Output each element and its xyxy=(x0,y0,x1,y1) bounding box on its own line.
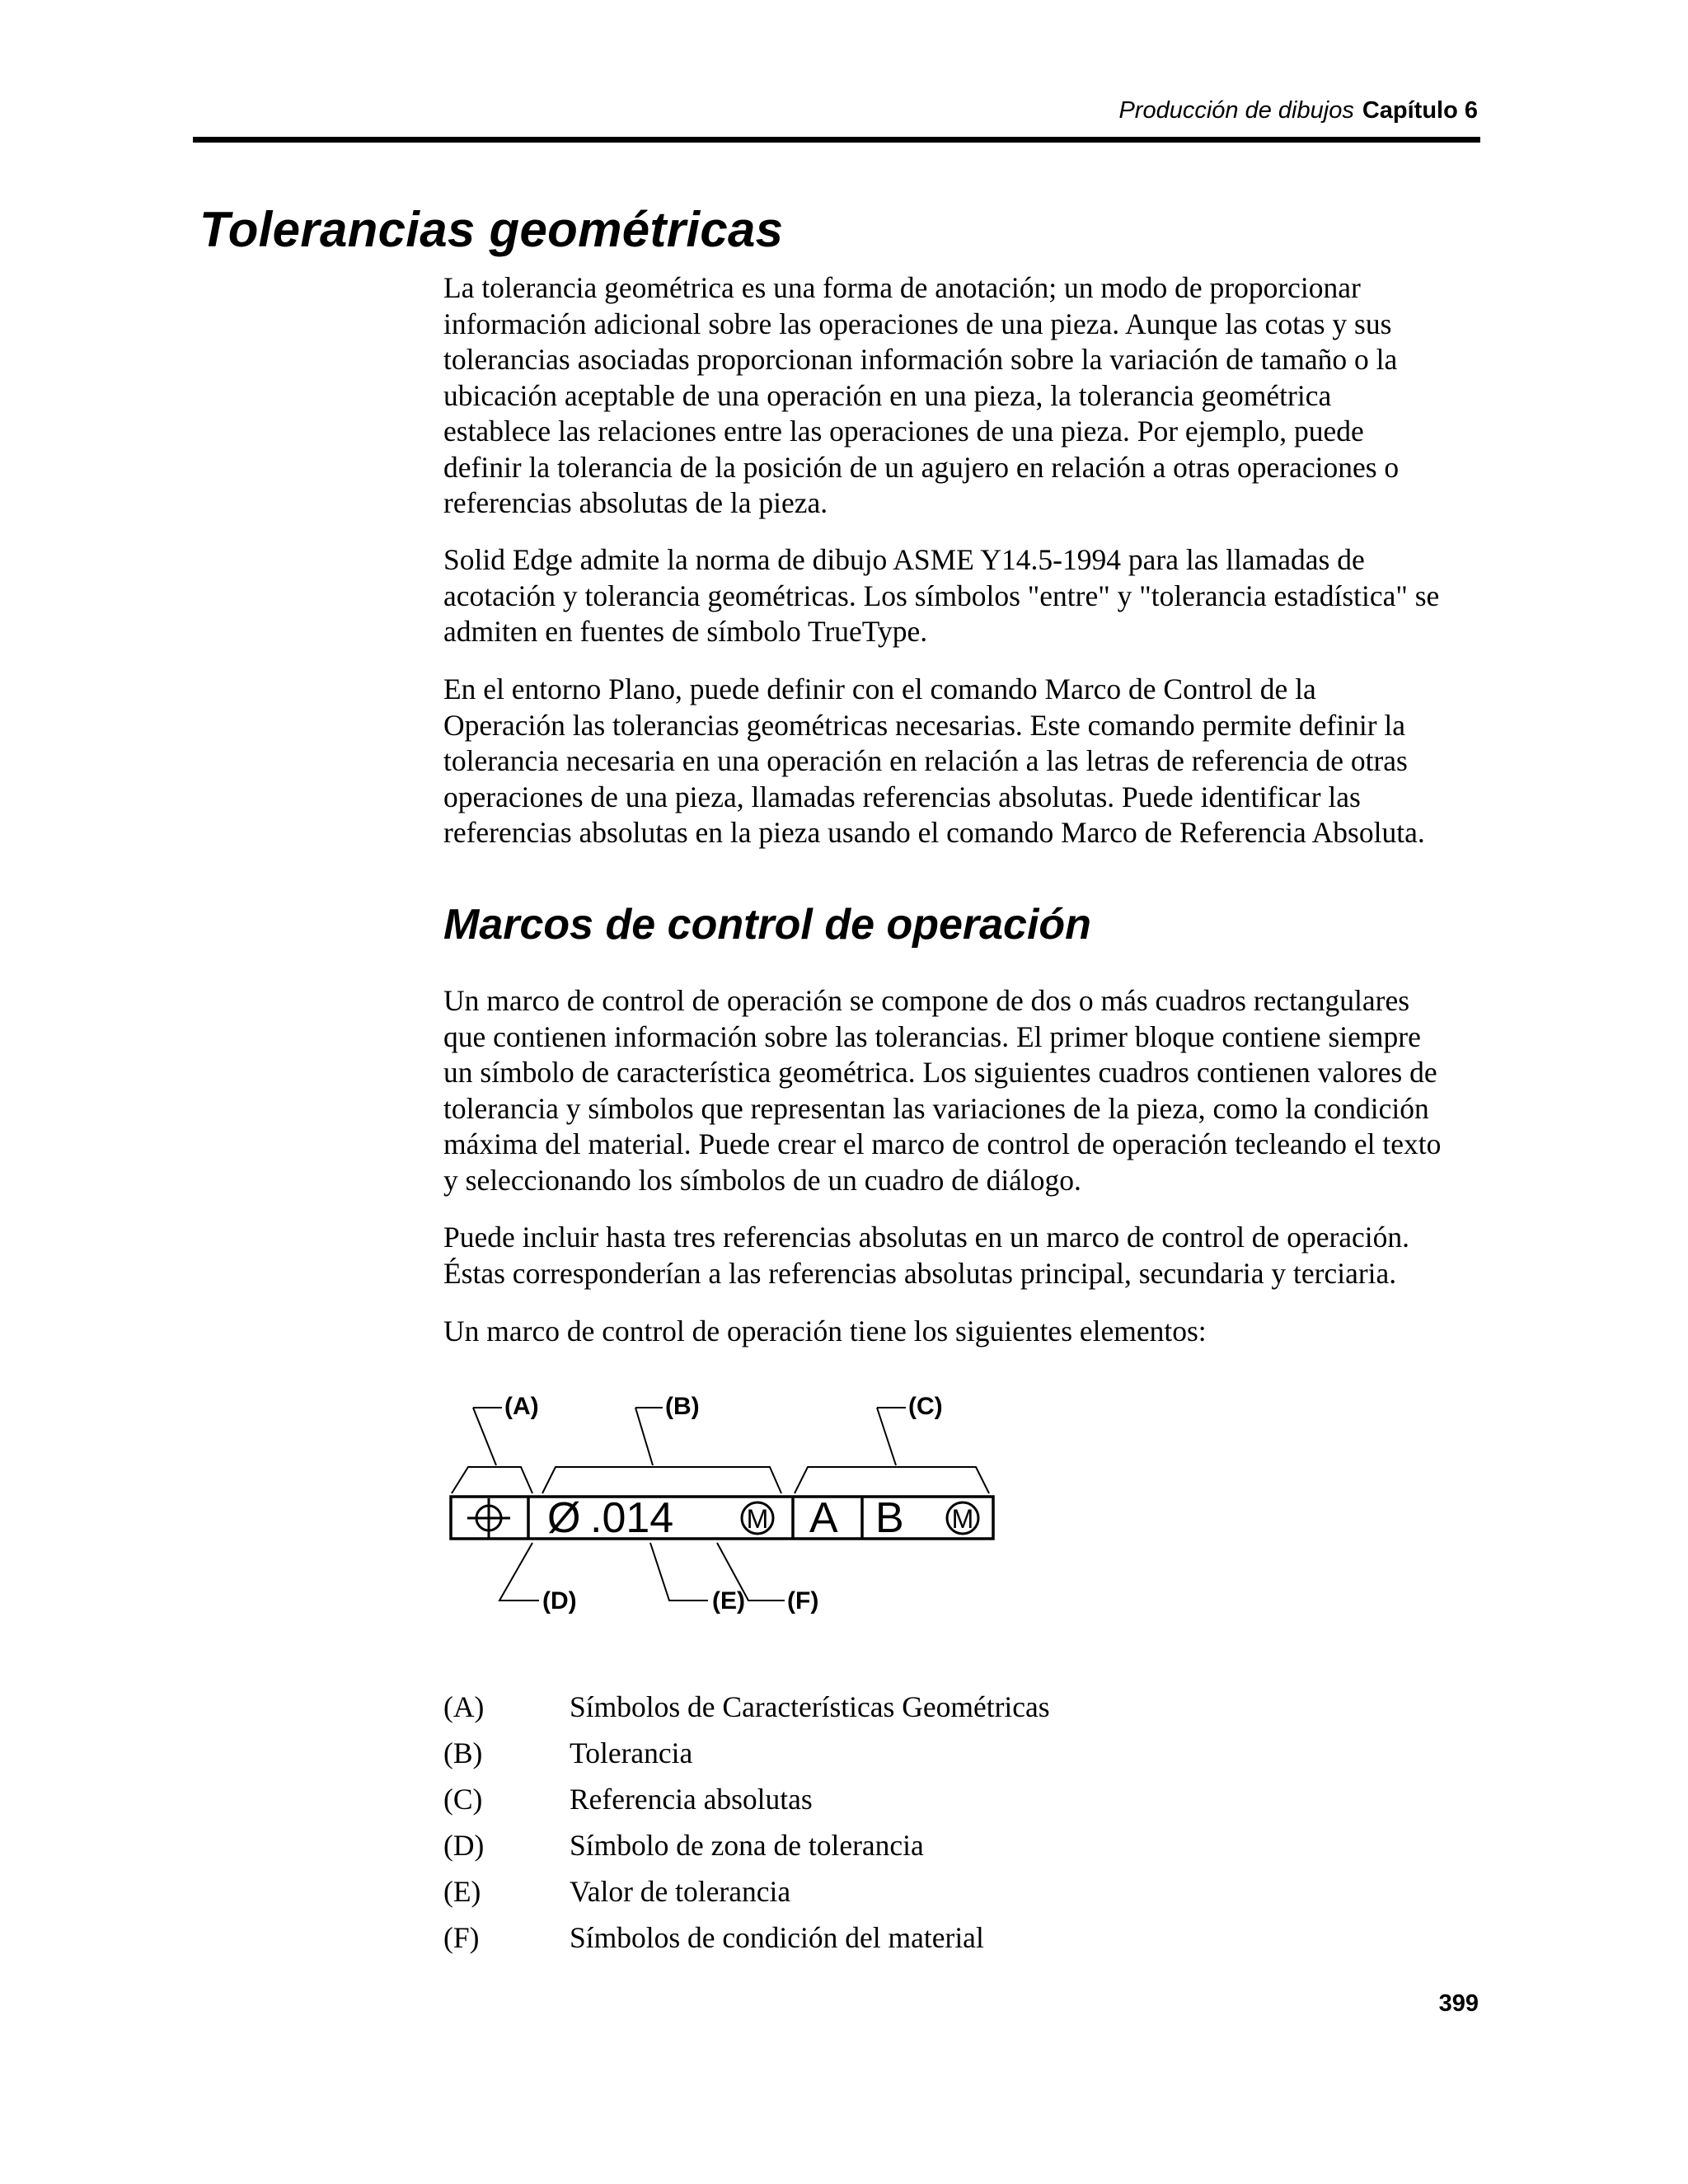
callout-b: (B) xyxy=(665,1393,700,1420)
brace-c xyxy=(795,1467,989,1493)
modifier-letter: M xyxy=(951,1504,974,1534)
callout-d: (D) xyxy=(542,1587,577,1615)
running-header xyxy=(1118,97,1478,124)
text-line: referencias absolutas de la pieza. xyxy=(443,486,828,519)
text-line: Solid Edge admite la norma de dibujo ASME Y14.5-1994 para las llamadas de xyxy=(443,543,1365,576)
modifier-letter: M xyxy=(746,1504,769,1534)
text-line: tolerancia y símbolos que representan las variaciones de la pieza, como la condición xyxy=(443,1091,1429,1125)
text-line: y seleccionando los símbolos de un cuadro de diálogo. xyxy=(443,1163,1081,1197)
legend-list xyxy=(443,1690,1050,1966)
paragraph-intro-2 xyxy=(443,542,1486,650)
text-line: tolerancias asociadas proporcionan información sobre la variación de tamaño o la xyxy=(443,343,1398,376)
text-line: acotación y tolerancia geométricas. Los símbolos "entre" y "tolerancia estadística" se xyxy=(443,579,1440,612)
paragraph-sub-1 xyxy=(443,983,1486,1198)
legend-text: Valor de tolerancia xyxy=(570,1875,791,1908)
max-material-condition-icon xyxy=(742,1502,773,1534)
legend-text: Símbolos de Características Geométricas xyxy=(570,1690,1050,1723)
list-item xyxy=(443,1736,1050,1782)
text-line: ubicación aceptable de una operación en una pieza, la tolerancia geométrica xyxy=(443,378,1332,412)
page-number: 399 xyxy=(1438,1990,1479,2017)
leader-a xyxy=(473,1408,502,1465)
header-rule xyxy=(193,137,1480,143)
position-symbol-icon xyxy=(467,1498,510,1538)
text-line: definir la tolerancia de la posición de un agujero en relación a otras operaciones o xyxy=(443,450,1400,484)
brace-a xyxy=(452,1467,532,1493)
text-line: establece las relaciones entre las operaciones de una pieza. Por ejemplo, puede xyxy=(443,415,1364,448)
datum-secondary: B xyxy=(875,1494,904,1542)
legend-text: Tolerancia xyxy=(570,1736,693,1769)
text-line: Éstas corresponderían a las referencias absolutas principal, secundaria y terciaria. xyxy=(443,1256,1397,1290)
list-item xyxy=(443,1690,1050,1736)
legend-text: Símbolo de zona de tolerancia xyxy=(570,1829,924,1862)
subsection-title: Marcos de control de operación xyxy=(443,901,1091,949)
text-line: información adicional sobre las operaciones de una pieza. Aunque las cotas y sus xyxy=(443,307,1392,340)
datum-primary: A xyxy=(809,1494,838,1542)
text-line: que contienen información sobre las tolerancias. El primer bloque contiene siempre xyxy=(443,1019,1421,1053)
text-line: admiten en fuentes de símbolo TrueType. xyxy=(443,615,928,648)
paragraph-intro-3 xyxy=(443,672,1486,851)
diameter-symbol-icon: Ø xyxy=(547,1494,581,1542)
callout-f: (F) xyxy=(787,1587,819,1615)
text-line: un símbolo de característica geométrica. Los siguientes cuadros contienen valores de xyxy=(443,1056,1437,1089)
text-line: En el entorno Plano, puede definir con el comando Marco de Control de la xyxy=(443,673,1316,705)
leader-b xyxy=(635,1408,663,1465)
leader-e xyxy=(650,1543,708,1601)
paragraph-intro-1 xyxy=(443,270,1486,522)
max-material-condition-icon xyxy=(947,1502,978,1534)
paragraph-sub-3 xyxy=(443,1314,1486,1350)
legend-text: Referencia absolutas xyxy=(570,1783,813,1816)
tolerance-value: .014 xyxy=(590,1494,674,1542)
legend-key: (F) xyxy=(443,1921,480,1954)
header-section: Producción de dibujos xyxy=(1118,97,1354,124)
text-line: máxima del material. Puede crear el marco de control de operación tecleando el texto xyxy=(443,1127,1442,1160)
list-item xyxy=(443,1828,1050,1874)
legend-key: (A) xyxy=(443,1690,485,1723)
callout-a: (A) xyxy=(504,1393,539,1420)
page-title: Tolerancias geométricas xyxy=(199,202,784,257)
text-line: Un marco de control de operación se compone de dos o más cuadros rectangulares xyxy=(443,984,1410,1017)
header-chapter: Capítulo 6 xyxy=(1362,97,1478,124)
text-line: referencias absolutas en la pieza usando el comando Marco de Referencia Absoluta. xyxy=(443,816,1425,849)
paragraph-sub-2 xyxy=(443,1220,1486,1291)
text-line: Operación las tolerancias geométricas necesarias. Este comando permite definir la xyxy=(443,708,1406,742)
text-line: Un marco de control de operación tiene los siguientes elementos: xyxy=(443,1315,1207,1347)
legend-key: (E) xyxy=(443,1875,481,1908)
legend-key: (B) xyxy=(443,1736,483,1769)
text-line: Puede incluir hasta tres referencias absolutas en un marco de control de operación. xyxy=(443,1221,1410,1254)
legend-key: (D) xyxy=(443,1829,485,1862)
legend-text: Símbolos de condición del material xyxy=(570,1921,984,1954)
callout-e: (E) xyxy=(712,1587,745,1615)
list-item xyxy=(443,1782,1050,1828)
text-line: La tolerancia geométrica es una forma de anotación; un modo de proporcionar xyxy=(443,271,1361,304)
frame-box xyxy=(451,1497,993,1539)
text-line: operaciones de una pieza, llamadas referencias absolutas. Puede identificar las xyxy=(443,780,1361,813)
text-line: tolerancia necesaria en una operación en relación a las letras de referencia de otras xyxy=(443,744,1408,777)
list-item xyxy=(443,1920,1050,1966)
leader-d xyxy=(499,1543,539,1601)
legend-key: (C) xyxy=(443,1783,483,1816)
feature-control-frame-diagram xyxy=(440,1368,1009,1681)
list-item xyxy=(443,1874,1050,1920)
leader-c xyxy=(877,1408,906,1465)
callout-c: (C) xyxy=(908,1393,943,1420)
brace-b xyxy=(542,1467,781,1493)
